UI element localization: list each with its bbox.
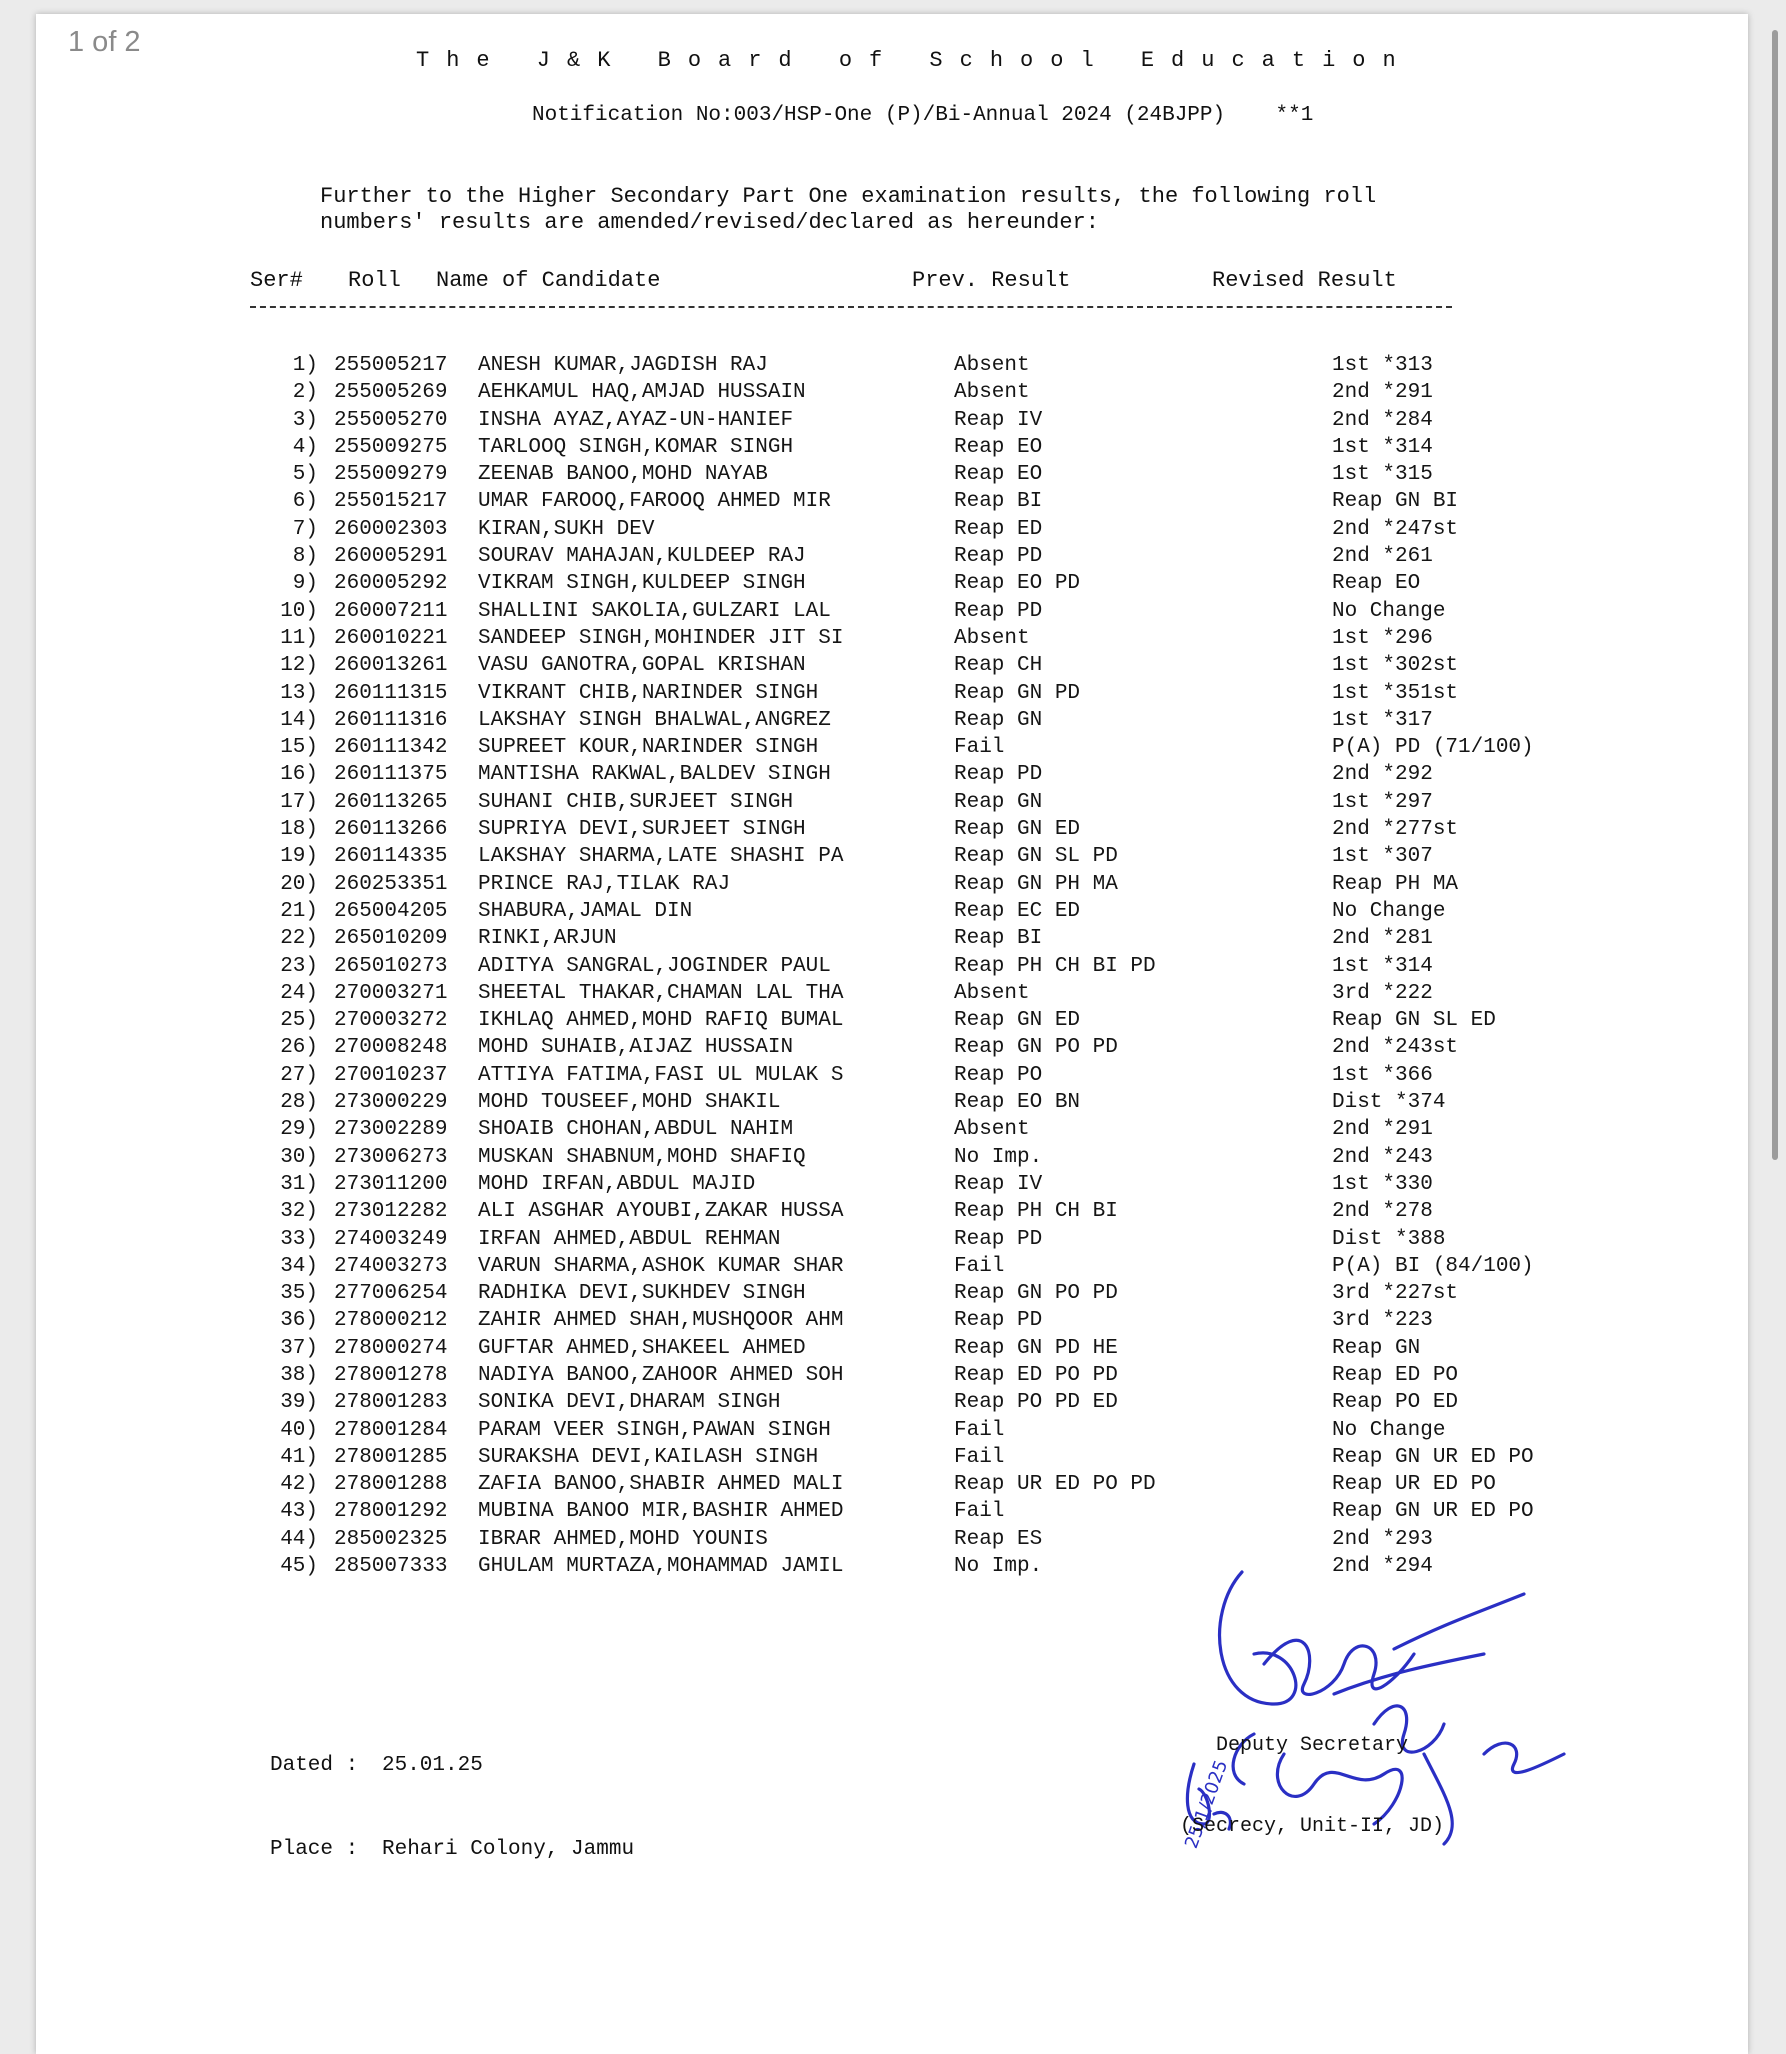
row-serial: 39) (280, 1391, 318, 1415)
row-candidate-name: PARAM VEER SINGH,PAWAN SINGH (478, 1418, 831, 1442)
row-serial: 7) (292, 517, 318, 541)
row-revised-result: 1st *302st (1332, 654, 1459, 678)
row-serial: 17) (280, 790, 318, 814)
table-row (36, 1528, 1748, 1555)
row-candidate-name: IRFAN AHMED,ABDUL REHMAN (478, 1227, 781, 1251)
row-roll-number: 260007211 (334, 599, 448, 623)
row-roll-number: 278000212 (334, 1309, 448, 1333)
row-serial: 21) (280, 899, 318, 923)
row-candidate-name: NADIYA BANOO,ZAHOOR AHMED SOH (478, 1363, 844, 1387)
row-previous-result: Reap GN (954, 708, 1043, 732)
table-row (36, 1391, 1748, 1418)
row-candidate-name: MOHD TOUSEEF,MOHD SHAKIL (478, 1091, 781, 1115)
header-revised-result: Revised Result (1212, 268, 1397, 293)
row-previous-result: Reap IV (954, 1172, 1043, 1196)
table-row (36, 955, 1748, 982)
table-row (36, 463, 1748, 490)
row-serial: 26) (280, 1036, 318, 1060)
header-prev-result: Prev. Result (912, 268, 1071, 293)
row-serial: 37) (280, 1336, 318, 1360)
signatory-unit: (Secrecy, Unit-II, JD) (1180, 1815, 1445, 1838)
row-candidate-name: SHEETAL THAKAR,CHAMAN LAL THA (478, 981, 844, 1005)
table-row (36, 354, 1748, 381)
row-candidate-name: GUFTAR AHMED,SHAKEEL AHMED (478, 1336, 806, 1360)
table-row (36, 1309, 1748, 1336)
row-candidate-name: ATTIYA FATIMA,FASI UL MULAK S (478, 1063, 844, 1087)
row-roll-number: 255005217 (334, 354, 448, 377)
table-row (36, 763, 1748, 790)
table-row (36, 654, 1748, 681)
row-previous-result: Reap EO BN (954, 1091, 1081, 1115)
row-serial: 14) (280, 708, 318, 732)
row-revised-result: 2nd *291 (1332, 381, 1433, 405)
row-roll-number: 265004205 (334, 899, 448, 923)
row-previous-result: Reap GN PD HE (954, 1336, 1118, 1360)
table-row (36, 1446, 1748, 1473)
row-previous-result: Reap BI (954, 490, 1043, 514)
table-row (36, 1173, 1748, 1200)
row-serial: 22) (280, 927, 318, 951)
row-candidate-name: ALI ASGHAR AYOUBI,ZAKAR HUSSA (478, 1200, 844, 1224)
row-serial: 25) (280, 1009, 318, 1033)
row-serial: 29) (280, 1118, 318, 1142)
row-revised-result: 1st *330 (1332, 1172, 1433, 1196)
row-revised-result: 3rd *222 (1332, 981, 1433, 1005)
row-revised-result: 2nd *247st (1332, 517, 1459, 541)
row-revised-result: 1st *314 (1332, 954, 1433, 978)
table-row (36, 845, 1748, 872)
row-roll-number: 260005292 (334, 572, 448, 596)
row-previous-result: Reap PH CH BI (954, 1200, 1118, 1224)
row-revised-result: 1st *366 (1332, 1063, 1433, 1087)
row-previous-result: Reap GN PD (954, 681, 1081, 705)
row-roll-number: 273012282 (334, 1200, 448, 1224)
row-previous-result: Reap GN ED (954, 818, 1081, 842)
table-row (36, 982, 1748, 1009)
table-row (36, 791, 1748, 818)
table-row (36, 1009, 1748, 1036)
signatory-title: Deputy Secretary (1216, 1734, 1409, 1757)
row-serial: 16) (280, 763, 318, 787)
row-candidate-name: PRINCE RAJ,TILAK RAJ (478, 872, 731, 896)
row-revised-result: 2nd *293 (1332, 1527, 1433, 1551)
row-serial: 42) (280, 1473, 318, 1497)
row-candidate-name: VARUN SHARMA,ASHOK KUMAR SHAR (478, 1254, 844, 1278)
row-revised-result: 1st *307 (1332, 845, 1433, 869)
row-serial: 2) (292, 381, 318, 405)
row-candidate-name: ZAFIA BANOO,SHABIR AHMED MALI (478, 1473, 844, 1497)
row-previous-result: Reap PH CH BI PD (954, 954, 1156, 978)
row-revised-result: 3rd *227st (1332, 1282, 1459, 1306)
row-previous-result: Reap ED PO PD (954, 1363, 1118, 1387)
row-serial: 13) (280, 681, 318, 705)
notification-number: Notification No:003/HSP-One (P)/Bi-Annual 2024 (24BJPP) **1 (532, 104, 1314, 127)
row-candidate-name: KIRAN,SUKH DEV (478, 517, 655, 541)
row-roll-number: 278001283 (334, 1391, 448, 1415)
row-previous-result: Fail (954, 1254, 1005, 1278)
row-revised-result: Dist *374 (1332, 1091, 1446, 1115)
row-candidate-name: VIKRANT CHIB,NARINDER SINGH (478, 681, 819, 705)
row-previous-result: Reap EO (954, 463, 1043, 487)
row-candidate-name: LAKSHAY SHARMA,LATE SHASHI PA (478, 845, 844, 869)
table-row (36, 682, 1748, 709)
table-row (36, 873, 1748, 900)
row-previous-result: Reap PO (954, 1063, 1043, 1087)
table-row (36, 1118, 1748, 1145)
row-previous-result: Reap ED (954, 517, 1043, 541)
row-candidate-name: ADITYA SANGRAL,JOGINDER PAUL (478, 954, 831, 978)
vertical-scrollbar[interactable] (1772, 30, 1778, 1160)
row-serial: 15) (280, 736, 318, 760)
row-revised-result: No Change (1332, 599, 1446, 623)
row-serial: 28) (280, 1091, 318, 1115)
row-previous-result: Absent (954, 354, 1030, 377)
row-candidate-name: ZEENAB BANOO,MOHD NAYAB (478, 463, 768, 487)
header-name: Name of Candidate (436, 268, 661, 293)
row-previous-result: Fail (954, 1445, 1005, 1469)
table-row (36, 1337, 1748, 1364)
table-row (36, 409, 1748, 436)
row-revised-result: Reap GN UR ED PO (1332, 1445, 1534, 1469)
row-previous-result: Reap IV (954, 408, 1043, 432)
row-roll-number: 260114335 (334, 845, 448, 869)
row-candidate-name: TARLOOQ SINGH,KOMAR SINGH (478, 435, 794, 459)
row-roll-number: 270008248 (334, 1036, 448, 1060)
dated-label: Dated : (270, 1754, 359, 1777)
row-revised-result: Reap PH MA (1332, 872, 1459, 896)
row-revised-result: 2nd *243st (1332, 1036, 1459, 1060)
row-revised-result: 2nd *243 (1332, 1145, 1433, 1169)
row-roll-number: 285007333 (334, 1555, 448, 1579)
row-serial: 33) (280, 1227, 318, 1251)
row-serial: 34) (280, 1254, 318, 1278)
table-row (36, 1200, 1748, 1227)
row-serial: 24) (280, 981, 318, 1005)
row-previous-result: Reap PD (954, 763, 1043, 787)
row-candidate-name: SUPRIYA DEVI,SURJEET SINGH (478, 818, 806, 842)
row-roll-number: 260002303 (334, 517, 448, 541)
row-revised-result: 2nd *278 (1332, 1200, 1433, 1224)
table-row (36, 518, 1748, 545)
row-previous-result: Absent (954, 1118, 1030, 1142)
row-serial: 40) (280, 1418, 318, 1442)
row-revised-result: 2nd *294 (1332, 1555, 1433, 1579)
row-serial: 32) (280, 1200, 318, 1224)
row-candidate-name: SURAKSHA DEVI,KAILASH SINGH (478, 1445, 819, 1469)
row-roll-number: 270003271 (334, 981, 448, 1005)
intro-paragraph: Further to the Higher Secondary Part One examination results, the following roll numbers' results are amended/revised/declared as hereunder: (320, 184, 1377, 235)
row-roll-number: 278001278 (334, 1363, 448, 1387)
row-roll-number: 260113266 (334, 818, 448, 842)
row-previous-result: Reap GN ED (954, 1009, 1081, 1033)
results-table (36, 354, 1748, 1582)
row-previous-result: Reap GN PH MA (954, 872, 1118, 896)
table-row (36, 1036, 1748, 1063)
row-previous-result: No Imp. (954, 1145, 1043, 1169)
row-previous-result: Reap GN SL PD (954, 845, 1118, 869)
row-serial: 9) (292, 572, 318, 596)
table-row (36, 1228, 1748, 1255)
row-revised-result: Reap PO ED (1332, 1391, 1459, 1415)
row-previous-result: Reap GN PO PD (954, 1282, 1118, 1306)
row-serial: 20) (280, 872, 318, 896)
row-candidate-name: ZAHIR AHMED SHAH,MUSHQOOR AHM (478, 1309, 844, 1333)
row-serial: 35) (280, 1282, 318, 1306)
row-revised-result: Reap GN BI (1332, 490, 1459, 514)
row-previous-result: Reap EC ED (954, 899, 1081, 923)
signatory-block (1180, 1678, 1444, 1894)
row-previous-result: Fail (954, 1500, 1005, 1524)
header-divider (250, 306, 1452, 308)
row-revised-result: 1st *315 (1332, 463, 1433, 487)
row-roll-number: 255009279 (334, 463, 448, 487)
row-candidate-name: ANESH KUMAR,JAGDISH RAJ (478, 354, 768, 377)
row-candidate-name: LAKSHAY SINGH BHALWAL,ANGREZ (478, 708, 831, 732)
row-previous-result: Reap PD (954, 1309, 1043, 1333)
row-serial: 41) (280, 1445, 318, 1469)
row-previous-result: Absent (954, 626, 1030, 650)
row-candidate-name: SUPREET KOUR,NARINDER SINGH (478, 736, 819, 760)
row-candidate-name: SHABURA,JAMAL DIN (478, 899, 693, 923)
row-roll-number: 260013261 (334, 654, 448, 678)
board-title: The J&K Board of School Education (416, 48, 1413, 73)
table-row (36, 381, 1748, 408)
row-previous-result: Reap ES (954, 1527, 1043, 1551)
page-indicator: 1 of 2 (68, 26, 141, 58)
row-previous-result: No Imp. (954, 1555, 1043, 1579)
row-previous-result: Reap EO PD (954, 572, 1081, 596)
dated-value: 25.01.25 (382, 1754, 483, 1777)
row-roll-number: 260005291 (334, 545, 448, 569)
row-revised-result: 3rd *223 (1332, 1309, 1433, 1333)
row-serial: 10) (280, 599, 318, 623)
row-roll-number: 278001284 (334, 1418, 448, 1442)
row-previous-result: Reap BI (954, 927, 1043, 951)
table-row (36, 1364, 1748, 1391)
table-row (36, 600, 1748, 627)
table-row (36, 572, 1748, 599)
table-row (36, 545, 1748, 572)
table-row (36, 1282, 1748, 1309)
table-row (36, 1064, 1748, 1091)
row-serial: 38) (280, 1363, 318, 1387)
row-serial: 11) (280, 626, 318, 650)
row-serial: 30) (280, 1145, 318, 1169)
row-revised-result: 1st *314 (1332, 435, 1433, 459)
row-revised-result: 1st *296 (1332, 626, 1433, 650)
table-row (36, 900, 1748, 927)
header-roll: Roll (348, 268, 401, 293)
row-candidate-name: AEHKAMUL HAQ,AMJAD HUSSAIN (478, 381, 806, 405)
row-serial: 36) (280, 1309, 318, 1333)
document-page (36, 14, 1748, 2054)
row-roll-number: 277006254 (334, 1282, 448, 1306)
row-roll-number: 260253351 (334, 872, 448, 896)
row-roll-number: 260111375 (334, 763, 448, 787)
row-candidate-name: SUHANI CHIB,SURJEET SINGH (478, 790, 794, 814)
row-candidate-name: UMAR FAROOQ,FAROOQ AHMED MIR (478, 490, 831, 514)
row-candidate-name: SONIKA DEVI,DHARAM SINGH (478, 1391, 781, 1415)
row-revised-result: Reap UR ED PO (1332, 1473, 1496, 1497)
row-serial: 12) (280, 654, 318, 678)
row-roll-number: 260111316 (334, 708, 448, 732)
row-previous-result: Absent (954, 381, 1030, 405)
row-roll-number: 278001285 (334, 1445, 448, 1469)
row-candidate-name: MANTISHA RAKWAL,BALDEV SINGH (478, 763, 831, 787)
row-roll-number: 260111342 (334, 736, 448, 760)
row-revised-result: 1st *351st (1332, 681, 1459, 705)
row-candidate-name: INSHA AYAZ,AYAZ-UN-HANIEF (478, 408, 794, 432)
row-candidate-name: RADHIKA DEVI,SUKHDEV SINGH (478, 1282, 806, 1306)
row-revised-result: Dist *388 (1332, 1227, 1446, 1251)
table-row (36, 1146, 1748, 1173)
row-revised-result: No Change (1332, 899, 1446, 923)
place-value: Rehari Colony, Jammu (382, 1838, 635, 1861)
row-serial: 5) (292, 463, 318, 487)
row-previous-result: Reap CH (954, 654, 1043, 678)
row-serial: 8) (292, 545, 318, 569)
row-serial: 23) (280, 954, 318, 978)
row-previous-result: Reap PD (954, 545, 1043, 569)
row-roll-number: 260113265 (334, 790, 448, 814)
row-revised-result: 2nd *292 (1332, 763, 1433, 787)
row-candidate-name: IBRAR AHMED,MOHD YOUNIS (478, 1527, 768, 1551)
row-revised-result: Reap EO (1332, 572, 1421, 596)
row-roll-number: 278001288 (334, 1473, 448, 1497)
row-revised-result: Reap ED PO (1332, 1363, 1459, 1387)
row-roll-number: 273002289 (334, 1118, 448, 1142)
row-roll-number: 285002325 (334, 1527, 448, 1551)
row-previous-result: Reap PD (954, 599, 1043, 623)
table-row (36, 1473, 1748, 1500)
row-roll-number: 274003249 (334, 1227, 448, 1251)
row-candidate-name: VIKRAM SINGH,KULDEEP SINGH (478, 572, 806, 596)
row-roll-number: 278000274 (334, 1336, 448, 1360)
row-previous-result: Reap PO PD ED (954, 1391, 1118, 1415)
row-revised-result: Reap GN SL ED (1332, 1009, 1496, 1033)
footer-dated-place (270, 1696, 634, 1920)
row-roll-number: 270003272 (334, 1009, 448, 1033)
table-row (36, 1500, 1748, 1527)
row-serial: 4) (292, 435, 318, 459)
row-revised-result: 2nd *284 (1332, 408, 1433, 432)
table-row (36, 490, 1748, 517)
row-serial: 3) (292, 408, 318, 432)
row-roll-number: 273000229 (334, 1091, 448, 1115)
row-revised-result: Reap GN (1332, 1336, 1421, 1360)
row-candidate-name: SHOAIB CHOHAN,ABDUL NAHIM (478, 1118, 794, 1142)
table-row (36, 818, 1748, 845)
row-revised-result: 2nd *277st (1332, 818, 1459, 842)
table-header (36, 268, 1748, 298)
row-serial: 45) (280, 1555, 318, 1579)
row-serial: 1) (292, 354, 318, 377)
row-roll-number: 260010221 (334, 626, 448, 650)
row-candidate-name: RINKI,ARJUN (478, 927, 617, 951)
row-serial: 31) (280, 1172, 318, 1196)
row-roll-number: 270010237 (334, 1063, 448, 1087)
table-row (36, 436, 1748, 463)
row-serial: 44) (280, 1527, 318, 1551)
row-roll-number: 273006273 (334, 1145, 448, 1169)
row-serial: 43) (280, 1500, 318, 1524)
place-label: Place : (270, 1838, 359, 1861)
row-roll-number: 255005270 (334, 408, 448, 432)
row-previous-result: Fail (954, 1418, 1005, 1442)
row-revised-result: 1st *297 (1332, 790, 1433, 814)
table-row (36, 1419, 1748, 1446)
table-row (36, 736, 1748, 763)
row-candidate-name: MOHD SUHAIB,AIJAZ HUSSAIN (478, 1036, 794, 1060)
row-roll-number: 274003273 (334, 1254, 448, 1278)
table-row (36, 1255, 1748, 1282)
row-previous-result: Fail (954, 736, 1005, 760)
row-roll-number: 265010273 (334, 954, 448, 978)
row-roll-number: 278001292 (334, 1500, 448, 1524)
row-roll-number: 255015217 (334, 490, 448, 514)
table-row (36, 1091, 1748, 1118)
row-revised-result: No Change (1332, 1418, 1446, 1442)
row-revised-result: 1st *317 (1332, 708, 1433, 732)
row-serial: 27) (280, 1063, 318, 1087)
row-roll-number: 265010209 (334, 927, 448, 951)
row-candidate-name: VASU GANOTRA,GOPAL KRISHAN (478, 654, 806, 678)
row-candidate-name: MUBINA BANOO MIR,BASHIR AHMED (478, 1500, 844, 1524)
row-candidate-name: SANDEEP SINGH,MOHINDER JIT SI (478, 626, 844, 650)
row-revised-result: P(A) BI (84/100) (1332, 1254, 1534, 1278)
row-candidate-name: SHALLINI SAKOLIA,GULZARI LAL (478, 599, 831, 623)
row-roll-number: 255005269 (334, 381, 448, 405)
row-previous-result: Absent (954, 981, 1030, 1005)
row-previous-result: Reap GN PO PD (954, 1036, 1118, 1060)
table-row (36, 627, 1748, 654)
row-roll-number: 255009275 (334, 435, 448, 459)
row-candidate-name: SOURAV MAHAJAN,KULDEEP RAJ (478, 545, 806, 569)
row-previous-result: Reap PD (954, 1227, 1043, 1251)
table-row (36, 927, 1748, 954)
row-serial: 6) (292, 490, 318, 514)
row-previous-result: Reap EO (954, 435, 1043, 459)
row-previous-result: Reap UR ED PO PD (954, 1473, 1156, 1497)
row-serial: 19) (280, 845, 318, 869)
row-revised-result: 1st *313 (1332, 354, 1433, 377)
row-candidate-name: MOHD IRFAN,ABDUL MAJID (478, 1172, 756, 1196)
row-revised-result: P(A) PD (71/100) (1332, 736, 1534, 760)
row-serial: 18) (280, 818, 318, 842)
row-roll-number: 260111315 (334, 681, 448, 705)
header-ser: Ser# (250, 268, 303, 293)
row-revised-result: Reap GN UR ED PO (1332, 1500, 1534, 1524)
row-revised-result: 2nd *261 (1332, 545, 1433, 569)
row-previous-result: Reap GN (954, 790, 1043, 814)
row-roll-number: 273011200 (334, 1172, 448, 1196)
signature-date-scribble: 25/1/2025 (1180, 1757, 1233, 1852)
row-candidate-name: GHULAM MURTAZA,MOHAMMAD JAMIL (478, 1555, 844, 1579)
row-revised-result: 2nd *281 (1332, 927, 1433, 951)
row-revised-result: 2nd *291 (1332, 1118, 1433, 1142)
row-candidate-name: IKHLAQ AHMED,MOHD RAFIQ BUMAL (478, 1009, 844, 1033)
row-candidate-name: MUSKAN SHABNUM,MOHD SHAFIQ (478, 1145, 806, 1169)
table-row (36, 709, 1748, 736)
